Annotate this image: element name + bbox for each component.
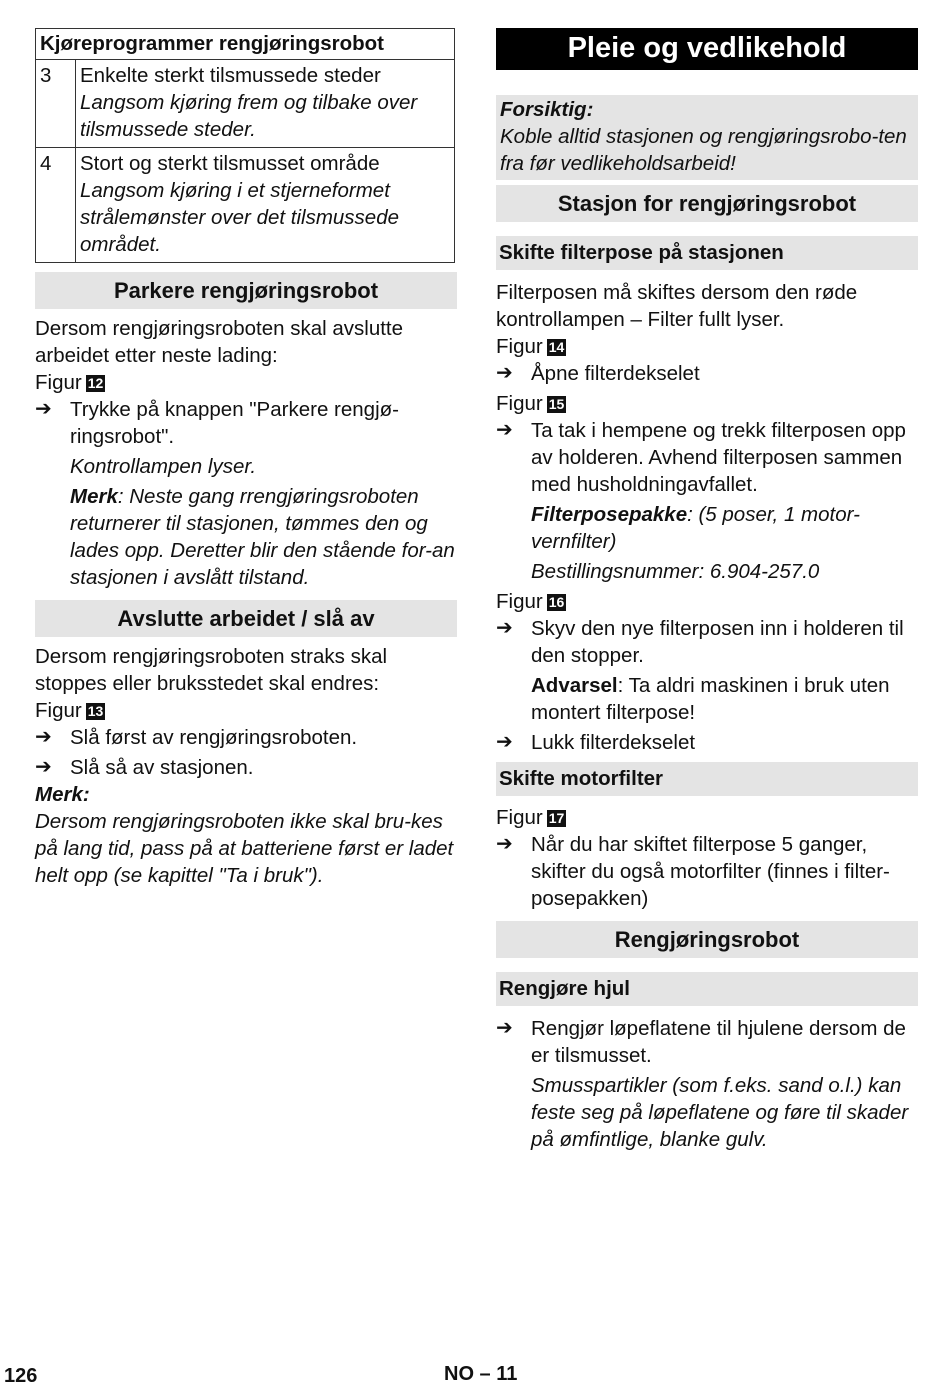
- instruction-step: [496, 729, 918, 756]
- figure-label: Figur: [35, 371, 82, 394]
- arrow-right-icon: ➔: [496, 833, 513, 855]
- instruction-step: [35, 396, 457, 450]
- figure-reference: [496, 804, 918, 831]
- section-heading-stop: Avslutte arbeidet / slå av: [35, 600, 457, 637]
- warning-label: Advarsel: [531, 674, 618, 697]
- arrow-right-icon: ➔: [496, 617, 513, 639]
- note-text: : Neste gang rrengjøringsroboten returnerer til stasjonen, tømmes den og lades opp. Deretter blir den stående for-an stasjonen i avslått tilstand.: [70, 485, 455, 589]
- step-text: Trykke på knappen "Parkere rengjø-ringsrobot".: [70, 398, 399, 448]
- note-label: Merk: [70, 485, 118, 508]
- arrow-right-icon: ➔: [496, 419, 513, 441]
- wheels-note: Smusspartikler (som f.eks. sand o.l.) kan feste seg på løpeflatene og føre til skader på ømfintlige, blanke gulv.: [531, 1074, 909, 1151]
- section-heading-park: Parkere rengjøringsrobot: [35, 272, 457, 309]
- section-heading-robot: Rengjøringsrobot: [496, 921, 918, 958]
- order-number: Bestillingsnummer: 6.904-257.0: [531, 560, 820, 583]
- arrow-right-icon: ➔: [496, 362, 513, 384]
- table-row: [36, 60, 455, 148]
- main-heading-care: Pleie og vedlikehold: [496, 28, 918, 70]
- figure-number-badge: 13: [87, 703, 104, 719]
- arrow-right-icon: ➔: [496, 1017, 513, 1039]
- figure-label: Figur: [35, 699, 82, 722]
- stop-intro: Dersom rengjøringsroboten straks skal stoppes eller bruksstedet skal endres:: [35, 645, 388, 695]
- table-row: [36, 148, 455, 263]
- figure-number-badge: 15: [548, 396, 565, 412]
- subsection-heading-filterbag: Skifte filterpose på stasjonen: [496, 236, 918, 270]
- program-title: Stort og sterkt tilsmusset område: [80, 152, 380, 175]
- step-text: Rengjør løpeflatene til hjulene dersom de er tilsmusset.: [531, 1017, 906, 1067]
- figure-number-badge: 17: [548, 810, 565, 826]
- figure-label: Figur: [496, 806, 543, 829]
- warning-text: : Ta aldri maskinen i bruk uten montert filterpose!: [531, 674, 890, 724]
- arrow-right-icon: ➔: [35, 756, 52, 778]
- subsection-heading-motorfilter: Skifte motorfilter: [496, 762, 918, 796]
- table-row-number: 3: [36, 60, 76, 148]
- step-text: Ta tak i hempene og trekk filterposen opp av holderen. Avhend filterposen sammen med husholdningavfallet.: [531, 419, 906, 496]
- language-page-label: NO – 11: [444, 1363, 518, 1385]
- table-row-content: [76, 60, 455, 148]
- subsection-heading-wheels: Rengjøre hjul: [496, 972, 918, 1006]
- step-text: Skyv den nye filterposen inn i holderen til den stopper.: [531, 617, 904, 667]
- program-description: Langsom kjøring i et stjerneformet strålemønster over det tilsmussede området.: [80, 179, 400, 256]
- caution-text: Koble alltid stasjonen og rengjøringsrobo-ten fra før vedlikeholdsarbeid!: [500, 125, 907, 175]
- step-text: Når du har skiftet filterpose 5 ganger, skifter du også motorfilter (finnes i filter-posepakken): [531, 833, 890, 910]
- step-text: Slå først av rengjøringsroboten.: [70, 726, 358, 749]
- figure-label: Figur: [496, 335, 543, 358]
- instruction-step: [496, 1015, 918, 1069]
- step-text: Lukk filterdekselet: [531, 731, 696, 754]
- instruction-step: [35, 754, 457, 781]
- page-number: 126: [4, 1365, 38, 1386]
- right-column: [496, 28, 918, 1153]
- table-row-number: 4: [36, 148, 76, 263]
- filterbag-intro: Filterposen må skiftes dersom den røde kontrollampen – Filter fullt lyser.: [496, 281, 858, 331]
- figure-reference: [35, 369, 457, 396]
- figure-reference: [496, 588, 918, 615]
- arrow-right-icon: ➔: [35, 398, 52, 420]
- figure-label: Figur: [496, 392, 543, 415]
- caution-box: [496, 95, 918, 180]
- section-heading-station: Stasjon for rengjøringsrobot: [496, 185, 918, 222]
- pack-text: : (5 poser, 1 motor-vernfilter): [531, 503, 860, 553]
- figure-reference: [35, 697, 457, 724]
- step-text: Åpne filterdekselet: [531, 362, 700, 385]
- arrow-right-icon: ➔: [496, 731, 513, 753]
- caution-label: Forsiktig:: [500, 98, 594, 121]
- figure-label: Figur: [496, 590, 543, 613]
- figure-number-badge: 16: [548, 594, 565, 610]
- table-row-content: [76, 148, 455, 263]
- instruction-step: [35, 724, 457, 751]
- instruction-step: [496, 417, 918, 498]
- figure-number-badge: 14: [548, 339, 565, 355]
- pack-label: Filterposepakke: [531, 503, 688, 526]
- program-title: Enkelte sterkt tilsmussede steder: [80, 64, 381, 87]
- instruction-step: [496, 831, 918, 912]
- figure-number-badge: 12: [87, 375, 104, 391]
- table-header: Kjøreprogrammer rengjøringsrobot: [36, 29, 455, 60]
- park-note: [35, 483, 457, 591]
- instruction-step: [496, 615, 918, 669]
- figure-reference: [496, 333, 918, 360]
- drive-programs-table: [35, 28, 455, 263]
- left-column: [35, 28, 457, 889]
- park-intro: Dersom rengjøringsroboten skal avslutte arbeidet etter neste lading:: [35, 317, 404, 367]
- instruction-step: [496, 360, 918, 387]
- figure-reference: [496, 390, 918, 417]
- note-text: Dersom rengjøringsroboten ikke skal bru-kes på lang tid, pass på at batteriene først er ladet helt opp (se kapittel "Ta i bruk").: [35, 810, 454, 887]
- warning-note: [496, 672, 918, 726]
- program-description: Langsom kjøring frem og tilbake over tilsmussede steder.: [80, 91, 418, 141]
- step-text: Slå så av stasjonen.: [70, 756, 254, 779]
- filterbag-pack-note: [496, 501, 918, 555]
- lamp-note: Kontrollampen lyser.: [70, 455, 257, 478]
- note-label: Merk:: [35, 783, 90, 806]
- arrow-right-icon: ➔: [35, 726, 52, 748]
